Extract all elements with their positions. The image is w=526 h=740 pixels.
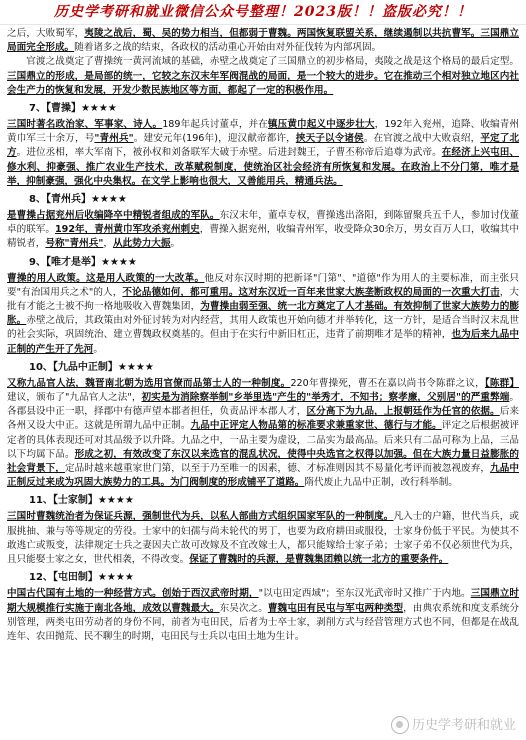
body-text: 赤壁之战后，其政策由对外征讨转为对内经营，其用人政策也开始向德才并举转化，这一方针，是适合当时汉末乱世的社会实际，巩固统治、建立曹魏政权奠基的。但由于在实行中新旧杠正，违背了前期唯才是举的精神， xyxy=(7,315,520,341)
heading-num: 9、 xyxy=(29,256,46,268)
body-text: 之后，大败蜀军， xyxy=(7,28,85,39)
page-banner: 历史学考研和就业微信公众号整理！2023版！！盗版必究！！ xyxy=(0,0,526,25)
heading-title: 【曹操】 xyxy=(45,103,81,115)
emphasis-text: 中国古代国有土地的一种经营方式。创始于西汉武帝时期， xyxy=(7,588,259,600)
emphasis-text: 为曹操由弱至强、统一北方奠定了人才基础。有效抑制了世家大族势力的膨胀。 xyxy=(7,301,520,327)
body-text: 他反对东汉时期的把新译"门第"、"道德"作为用人的主要标准，而主张只要"有治国用兵之术"的人， xyxy=(7,272,519,298)
body-text: 189年起兵讨董卓，并在 xyxy=(162,119,268,131)
body-text: 。 xyxy=(170,238,181,250)
body-text: "以屯田定西域"；至东汉光武帝时又推广于内地。 xyxy=(258,588,471,600)
heading-stars: ★★★★ xyxy=(100,256,137,268)
paragraph xyxy=(7,209,519,252)
body-text: 官渡之战奠定了曹操统一黄河流域的基础，赤壁之战奠定了三国鼎立的初步格局，夷陵之战是这个格局的最后定型。 xyxy=(26,56,519,68)
body-text: 220年曹操死，曹丕在嘉以尚书令陈群之议， xyxy=(290,377,485,389)
section-heading xyxy=(29,101,519,117)
heading-num: 8、 xyxy=(29,194,46,206)
heading-title: 【唯才是举】 xyxy=(45,256,101,268)
emphasis-text: 初实是为消除察举制"乡举里选"产生的"举秀才，不知书；察孝廉，父别居"的严重弊端 xyxy=(141,392,510,404)
body-text: 评定之后根据被评定者的具体表现还可对其品级予以升降。九品之中，一品主要为虚设，二品实为最高品。后来只有二品可称为上品，三品以下均属下品。 xyxy=(7,420,520,460)
paragraph xyxy=(7,510,519,567)
emphasis-text: 曹操的用人政策。这是用人政策的一大改革。 xyxy=(7,272,205,284)
emphasis-text: 不论品德如何，都可重用。这对东汉近一百年来世家大族垄断政权的局面的一次重大打击 xyxy=(122,286,500,298)
body-text: 东汉末年，董卓专权，曹操逃出洛阳，到陈留聚兵五千人，参加讨伐董卓的联军。 xyxy=(7,210,520,236)
emphasis-text: 九品中正制反过来成为巩固大族势力的工具。为门阀制度的形成铺平了道路。 xyxy=(7,463,520,489)
paragraph xyxy=(7,27,519,55)
emphasis-text: 三国时曹魏统治者为保证兵源，强制世代为兵，以私人部曲方式组织国家军队的一种制度。 xyxy=(7,511,394,523)
body-text: 凡入士的户籍，世代当兵，或服挑抽、兼与等等规定的劳役。士家中的妇孺与尚未轮代的男丁，也要为政府耕田或服役，士家身份低于平民。为使其不敢逃亡或叛变，法律规定士兵之妻因夫亡故可改嫁及不宜改嫁士人，都只能嫁给士家子弟；士家子弟不仅必须世代为兵，且只能娶士家之女，世代相袭，不得改变。 xyxy=(7,511,520,566)
emphasis-text: 是曹操占据兖州后收编降卒中精锐者组成的军队。 xyxy=(7,210,220,222)
paragraph xyxy=(7,377,519,491)
emphasis-text: 九品中正评定人物品第的标准要求兼重家世、德行与才能。 xyxy=(190,420,442,432)
body-text: 号 xyxy=(84,133,95,145)
emphasis-text: 三国鼎立时期大规模推行实施于南北各地，成效以曹魏最大。 xyxy=(7,588,520,614)
section-heading xyxy=(29,570,519,586)
heading-title: 【士家制】 xyxy=(52,495,98,507)
body-text: ，由典农系统和度支系统分别管理，两类屯田劳动者的身份不同，前者为屯田民，后者为士卒士家，剥削方式与经营管理方式也不同，但都是在战乱连年、农田抛荒、民不聊生的时期，屯田民与士兵以屯田土地为生计。 xyxy=(7,602,520,642)
paragraph xyxy=(7,55,519,98)
document-body xyxy=(0,25,526,644)
paragraph xyxy=(7,587,519,644)
watermark xyxy=(391,714,516,735)
body-text: 随着诸多之战的结束，各政权的活动重心开始由对外征伐转为内部巩固。 xyxy=(74,42,382,54)
body-text: 。各郡县设中正一职，择郡中有德声望本郡者担任，负责品评本郡人才， xyxy=(7,392,519,418)
heading-num: 12、 xyxy=(29,572,53,584)
body-text: 东吴次之。 xyxy=(219,602,268,614)
wechat-icon xyxy=(391,716,409,734)
heading-stars: ★★★★ xyxy=(117,361,154,373)
emphasis-text: 【陈群】 xyxy=(484,377,520,389)
emphasis-text: 从此势力大振 xyxy=(112,238,171,250)
body-text: ，曹操入据兖州，收编青州军，收受降众30余万，男女百万人口，收编其中精锐者， xyxy=(7,224,519,250)
emphasis-text: 挟天子以令诸侯 xyxy=(295,133,364,145)
emphasis-text: "青州兵" xyxy=(94,133,134,145)
body-text: 定品时越来越重家世门第，以至于乃至唯一的因素，德、才标准则因其不易量化考评而被忽视废弃， xyxy=(64,463,491,475)
heading-title: 【九品中正制】 xyxy=(52,361,118,373)
emphasis-text: 192年，青州黄巾军攻杀兖州刺史 xyxy=(54,224,200,236)
heading-stars: ★★★★ xyxy=(90,194,127,206)
body-text: ，192年入兖州，追降、收编青州黄巾军三十余万， xyxy=(7,119,520,145)
heading-stars: ★★★★ xyxy=(80,103,117,115)
emphasis-text: 镇压黄巾起义中逐步壮大 xyxy=(267,119,375,131)
emphasis-text: 又称九品官人法，魏晋南北朝为选用官僚而品第士人的一种制度。 xyxy=(7,377,291,389)
heading-stars: ★★★★ xyxy=(97,495,134,507)
section-heading xyxy=(29,255,519,271)
emphasis-text: 曹魏屯田有民屯与军屯两种类型 xyxy=(267,602,404,614)
watermark-text: 历史学考研和就业 xyxy=(411,717,516,733)
body-text: 。在官渡之战中大败袁绍， xyxy=(363,133,481,145)
paragraph xyxy=(7,118,519,189)
body-text: 隋代废止九品中正制，改行科举制。 xyxy=(304,477,458,489)
body-text: 后来各州又设大中正。这就是所谓九品中正制。 xyxy=(7,406,520,432)
heading-stars: ★★★★ xyxy=(97,572,134,584)
heading-num: 11、 xyxy=(29,495,53,507)
body-text: 建议，颁布了"九品官人之法"， xyxy=(7,392,142,404)
emphasis-text: 区分高下为九品，上报朝廷作为任官的依据。 xyxy=(306,406,500,418)
body-text: 。进位丞相，率大军南下，被孙权和刘备联军大破于赤壁。后进封魏王，子曹丕称帝后追尊为武帝。 xyxy=(16,147,442,159)
emphasis-text: 形成之初，有效改变了东汉以来选官的混乱状况，使得中央选官之权得以加强。但在大族力量日益膨胀的社会背景下， xyxy=(7,448,520,475)
heading-title: 【青州兵】 xyxy=(45,194,91,206)
section-heading xyxy=(29,192,519,208)
body-text: ，大批有才能之士被不拘一格地吸收入曹魏集团， xyxy=(7,286,520,313)
emphasis-text: 夷陵之战后，蜀、吴的势力相当，但都弱于曹魏。两国恢复联盟关系，继续遏制以共抗曹军。三国鼎立局面完全形成。 xyxy=(7,28,520,54)
emphasis-text: 保证了曹魏时的兵源，是曹魏集团赖以统一北方的重要条件。 xyxy=(189,554,449,566)
heading-num: 7、 xyxy=(29,103,46,115)
section-heading xyxy=(29,360,519,376)
body-text: 。建安元年(196年)，迎汉献帝都许， xyxy=(133,133,296,145)
emphasis-text: 平定了北方 xyxy=(7,133,520,159)
emphasis-text: 号称"青州兵" xyxy=(45,238,104,250)
emphasis-text: 三国鼎立的形成，是局部的统一，它较之东汉末年军阀混战的局面，是一个较大的进步。它在推动三个相对独立地区内社会生产力的恢复和发展，开发少数民族地区等方面，都起了一定的积极作用。 xyxy=(7,70,519,96)
paragraph xyxy=(7,272,519,357)
emphasis-text: 在经济上兴屯田、修水利、抑豪强、推广农业生产技术，改革赋税制度，使统治区社会经济有所恢复和发展。在政治上不分门第，唯才是举，抑制豪强，强化中央集权。在文学上影响也很大，又善能用兵，精通兵法。 xyxy=(7,147,520,187)
section-heading xyxy=(29,493,519,509)
heading-title: 【屯田制】 xyxy=(52,572,98,584)
emphasis-text: 三国时著名政治家、军事家、诗人。 xyxy=(7,119,163,131)
emphasis-text: 也为后来九品中正制的产生开了先河 xyxy=(7,329,520,355)
body-text: ， xyxy=(103,238,113,250)
body-text: 。 xyxy=(93,343,103,355)
heading-num: 10、 xyxy=(29,361,53,373)
